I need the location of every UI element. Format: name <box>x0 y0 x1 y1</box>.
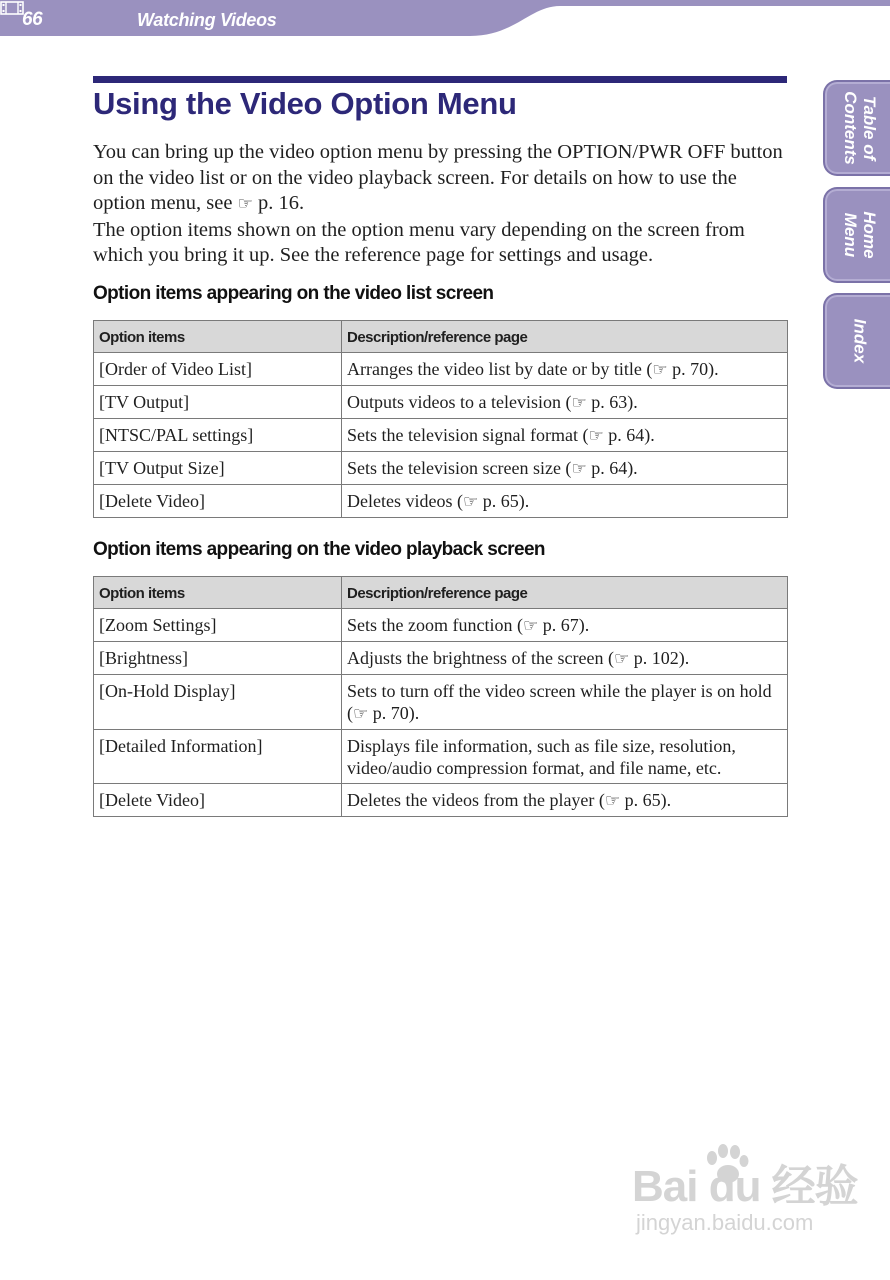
description-cell <box>342 386 788 419</box>
col-header-items: Option items <box>94 577 342 609</box>
reference-hand-icon: ☞ <box>462 492 479 512</box>
description-cell <box>342 485 788 518</box>
description-cell <box>342 730 788 784</box>
reference-page-link[interactable]: p. 67). <box>542 615 590 635</box>
tab-table-of-contents[interactable] <box>823 80 890 176</box>
reference-page-link[interactable]: p. 65). <box>624 790 672 810</box>
table-row <box>94 386 788 419</box>
reference-page-link[interactable]: p. 70). <box>372 703 420 723</box>
reference-hand-icon: ☞ <box>571 393 587 413</box>
playback-options-table <box>93 576 788 817</box>
table-row <box>94 485 788 518</box>
reference-hand-icon: ☞ <box>571 459 587 479</box>
reference-hand-icon: ☞ <box>613 649 630 669</box>
section-name: Watching Videos <box>137 10 277 30</box>
page-title: Using the Video Option Menu <box>93 86 517 121</box>
playback-section-heading: Option items appearing on the video playback screen <box>93 539 545 560</box>
description-text: Displays file information, such as file size, resolution, video/audio compression format, and file name, etc. <box>347 736 736 778</box>
description-text: Sets to turn off the video screen while the player is on hold ( <box>347 681 772 723</box>
tab-table-of-contents-label: Table of Contents <box>841 91 879 165</box>
col-header-desc: Description/reference page <box>342 577 788 609</box>
reference-page-link[interactable]: p. 70). <box>672 359 719 379</box>
option-item-cell: [TV Output] <box>94 386 342 419</box>
option-item-cell: [Brightness] <box>94 642 342 675</box>
description-cell <box>342 609 788 642</box>
option-item-cell: [NTSC/PAL settings] <box>94 419 342 452</box>
table-row <box>94 353 788 386</box>
reference-hand-icon: ☞ <box>353 704 369 724</box>
reference-hand-icon: ☞ <box>652 360 668 380</box>
reference-hand-icon: ☞ <box>237 194 253 214</box>
intro-paragraph-1 <box>93 140 787 218</box>
description-text: Arranges the video list by date or by title ( <box>347 359 653 379</box>
reference-hand-icon: ☞ <box>522 616 539 636</box>
table-row <box>94 730 788 784</box>
table-row <box>94 452 788 485</box>
description-text: Deletes the videos from the player ( <box>347 790 605 810</box>
description-cell <box>342 784 788 817</box>
reference-hand-icon: ☞ <box>588 426 604 446</box>
description-cell <box>342 353 788 386</box>
list-section-heading: Option items appearing on the video list screen <box>93 283 494 304</box>
tab-home-menu[interactable] <box>823 187 890 283</box>
description-cell <box>342 675 788 730</box>
description-text: Outputs videos to a television ( <box>347 392 572 412</box>
option-item-cell: [Detailed Information] <box>94 730 342 784</box>
reference-page-link[interactable]: p. 102). <box>633 648 690 668</box>
ref-link-p16[interactable]: p. 16. <box>258 192 305 214</box>
intro-text <box>93 140 787 269</box>
reference-hand-icon: ☞ <box>604 791 621 811</box>
description-cell <box>342 452 788 485</box>
option-item-cell: [Zoom Settings] <box>94 609 342 642</box>
reference-page-link[interactable]: p. 64). <box>608 425 655 445</box>
option-item-cell: [Delete Video] <box>94 485 342 518</box>
intro-paragraph-2: The option items shown on the option menu vary depending on the screen from which you bring it up. See the reference page for settings and usage. <box>93 218 745 266</box>
watermark-url: jingyan.baidu.com <box>636 1210 814 1235</box>
watermark-logo: Bai du 经验 <box>632 1162 858 1211</box>
description-text: Sets the zoom function ( <box>347 615 523 635</box>
reference-page-link[interactable]: p. 65). <box>482 491 530 511</box>
option-item-cell: [Order of Video List] <box>94 353 342 386</box>
tab-index[interactable] <box>823 293 890 389</box>
col-header-items: Option items <box>94 321 342 353</box>
page-number: 66 <box>22 9 43 30</box>
table-header-row <box>94 321 788 353</box>
list-options-table <box>93 320 788 518</box>
col-header-desc: Description/reference page <box>342 321 788 353</box>
header-band <box>0 0 890 40</box>
option-item-cell: [Delete Video] <box>94 784 342 817</box>
description-text: Sets the television screen size ( <box>347 458 572 478</box>
tab-index-label: Index <box>850 318 870 364</box>
table-row <box>94 419 788 452</box>
reference-page-link[interactable]: p. 64). <box>591 458 638 478</box>
table-row <box>94 609 788 642</box>
title-rule <box>93 76 787 83</box>
option-item-cell: [TV Output Size] <box>94 452 342 485</box>
film-strip-icon <box>0 0 24 16</box>
description-cell <box>342 642 788 675</box>
tab-home-menu-label: Home Menu <box>841 211 879 259</box>
table-row <box>94 642 788 675</box>
description-text: Deletes videos ( <box>347 491 463 511</box>
page-header <box>0 0 890 40</box>
intro-p1-text: You can bring up the video option menu by pressing the OPTION/PWR OFF button on the video list or on the video playback screen. For details on how to use the option menu, see <box>93 141 783 214</box>
option-item-cell: [On-Hold Display] <box>94 675 342 730</box>
description-cell <box>342 419 788 452</box>
description-text: Adjusts the brightness of the screen ( <box>347 648 614 668</box>
table-header-row <box>94 577 788 609</box>
table-row <box>94 784 788 817</box>
description-text: Sets the television signal format ( <box>347 425 589 445</box>
table-row <box>94 675 788 730</box>
reference-page-link[interactable]: p. 63). <box>591 392 638 412</box>
